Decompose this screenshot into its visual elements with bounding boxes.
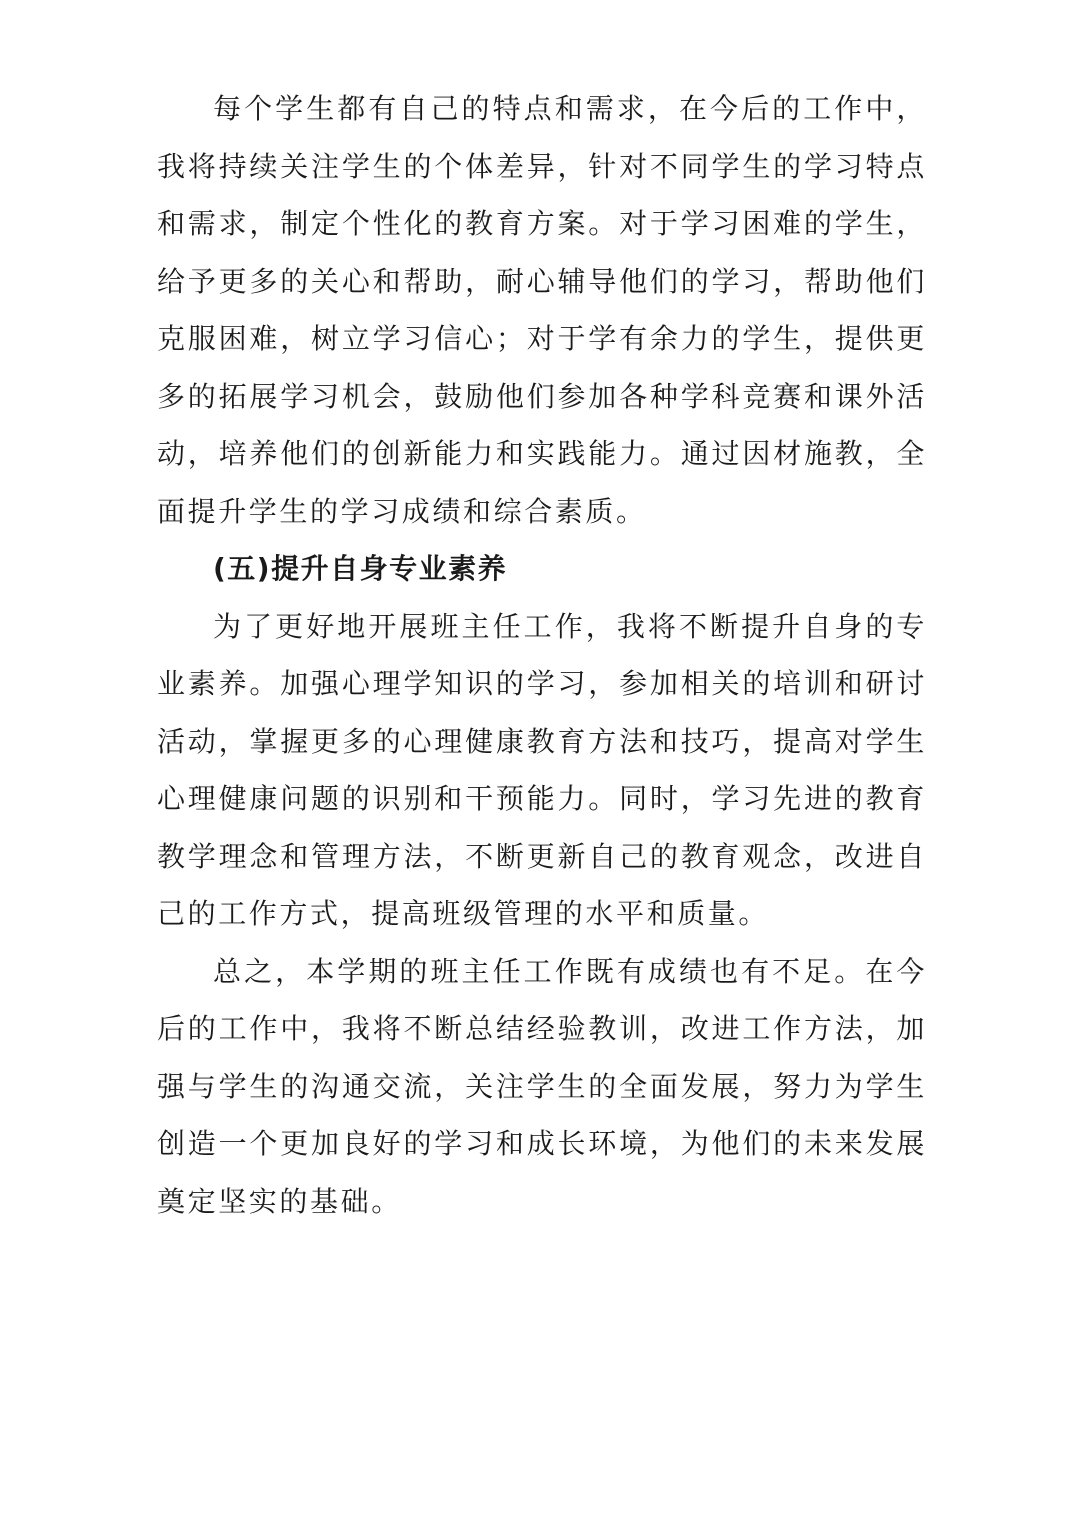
paragraph-conclusion: 总之，本学期的班主任工作既有成绩也有不足。在今后的工作中，我将不断总结经验教训，改进工作方法，加强与学生的沟通交流，关注学生的全面发展，努力为学生创造一个更加良好的学习和成长环境，为他们的未来发展奠定坚实的基础。 (157, 954, 927, 1218)
section-heading-professional-development: (五)提升自身专业素养 (213, 552, 508, 585)
document-body (157, 80, 927, 1230)
paragraph-professional-development: 为了更好地开展班主任工作，我将不断提升自身的专业素养。加强心理学知识的学习，参加相关的培训和研讨活动，掌握更多的心理健康教育方法和技巧，提高对学生心理健康问题的识别和干预能力。同时，学习先进的教育教学理念和管理方法，不断更新自己的教育观念，改进自己的工作方式，提高班级管理的水平和质量。 (157, 609, 927, 930)
paragraph-individual-needs: 每个学生都有自己的特点和需求，在今后的工作中，我将持续关注学生的个体差异，针对不同学生的学习特点和需求，制定个性化的教育方案。对于学习困难的学生，给予更多的关心和帮助，耐心辅导他们的学习，帮助他们克服困难，树立学习信心；对于学有余力的学生，提供更多的拓展学习机会，鼓励他们参加各种学科竞赛和课外活动，培养他们的创新能力和实践能力。通过因材施教，全面提升学生的学习成绩和综合素质。 (157, 92, 927, 528)
